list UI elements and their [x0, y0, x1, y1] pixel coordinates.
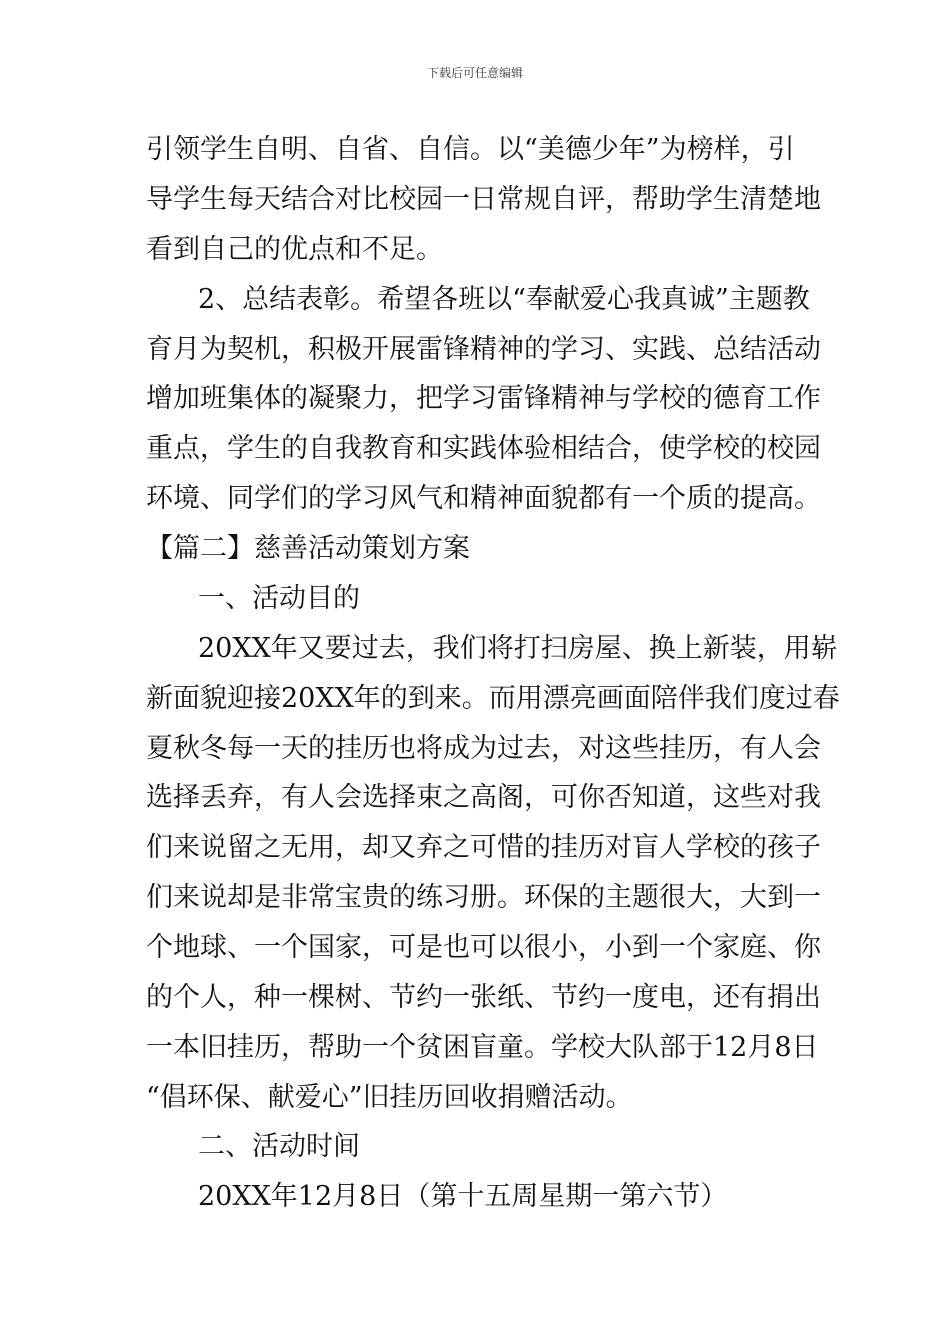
body-text-line: 的个人，种一棵树、节约一张纸、节约一度电，还有捐出 — [146, 982, 821, 1013]
body-text-line: 们来说留之无用，却又弃之可惜的挂历对盲人学校的孩子 — [146, 832, 821, 863]
subheading: 一、活动目的 — [198, 583, 360, 614]
body-text-line: 们来说却是非常宝贵的练习册。环保的主题很大，大到一 — [146, 882, 821, 913]
body-text-line: 20XX年12月8日（第十五周星期一第六节） — [198, 1181, 728, 1212]
body-text-line: 重点，学生的自我教育和实践体验相结合，使学校的校园 — [146, 433, 821, 464]
body-text-line: 增加班集体的凝聚力，把学习雷锋精神与学校的德育工作 — [146, 383, 821, 414]
body-text-line: 夏秋冬每一天的挂历也将成为过去，对这些挂历，有人会 — [146, 733, 821, 764]
page-header: 下载后可任意编辑 — [426, 66, 523, 80]
body-text-line: 引领学生自明、自省、自信。以“美德少年”为榜样，引 — [146, 134, 795, 165]
body-text-line: 育月为契机，积极开展雷锋精神的学习、实践、总结活动 — [146, 334, 821, 365]
body-text-line: 新面貌迎接20XX年的到来。而用漂亮画面陪伴我们度过春 — [146, 683, 840, 714]
body-text-line: 环境、同学们的学习风气和精神面貌都有一个质的提高。 — [146, 483, 821, 514]
body-text-line: 看到自己的优点和不足。 — [146, 234, 443, 265]
body-text-line: 个地球、一个国家，可是也可以很小，小到一个家庭、你 — [146, 932, 821, 963]
body-text-line: 20XX年又要过去，我们将打扫房屋、换上新装，用崭 — [198, 633, 838, 664]
body-text-line: 2、总结表彰。希望各班以“奉献爱心我真诚”主题教 — [198, 284, 810, 315]
subheading: 二、活动时间 — [198, 1131, 360, 1162]
section-title: 【篇二】慈善活动策划方案 — [146, 533, 470, 564]
body-text-line: 选择丢弃，有人会选择束之高阁，可你否知道，这些对我 — [146, 782, 821, 813]
body-text-line: 一本旧挂历，帮助一个贫困盲童。学校大队部于12月8日 — [146, 1032, 819, 1063]
body-text-line: “倡环保、献爱心”旧挂历回收捐赠活动。 — [146, 1082, 633, 1113]
body-text-line: 导学生每天结合对比校园一日常规自评，帮助学生清楚地 — [146, 184, 821, 215]
